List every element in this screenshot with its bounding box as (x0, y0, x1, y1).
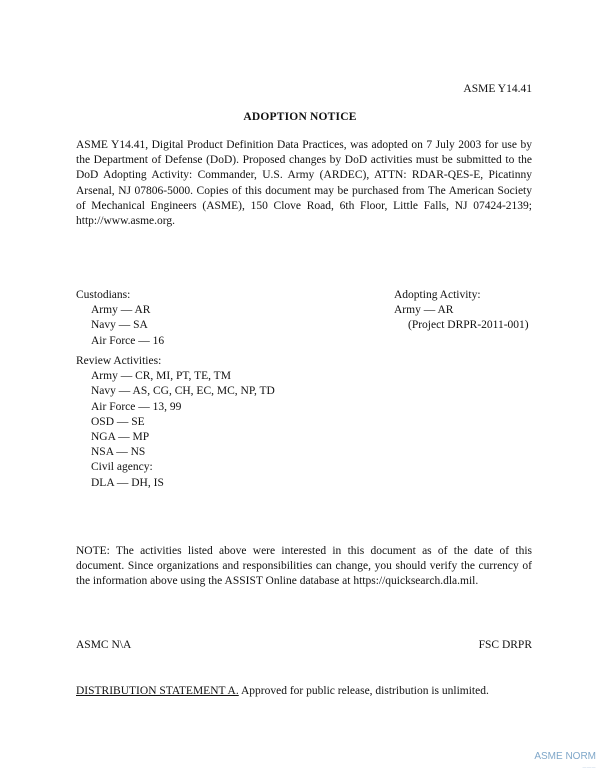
watermark-text: ASME NORM (534, 751, 596, 762)
asmc-code: ASMC N\A (76, 639, 132, 651)
distribution-statement (76, 685, 489, 697)
distribution-label: DISTRIBUTION STATEMENT A. (76, 685, 239, 697)
custodian-item: Navy — SA (91, 319, 148, 332)
review-item: Army — CR, MI, PT, TE, TM (91, 370, 231, 383)
note-paragraph: NOTE: The activities listed above were interested in this document as of the date of this document. Since organizations and responsibilities can change, you should verify the currency of the information above using the ASSIST Online database at https://quicksearch.dla.mil. (76, 545, 532, 588)
distribution-text: Approved for public release, distribution is unlimited. (238, 685, 489, 697)
review-item: Air Force — 13, 99 (91, 400, 182, 413)
custodians-block (76, 288, 164, 349)
adopting-activity-block (394, 288, 529, 334)
review-activities-block (76, 354, 275, 491)
adopting-item: (Project DRPR-2011-001) (408, 319, 529, 332)
adoption-paragraph: ASME Y14.41, Digital Product Definition Data Practices, was adopted on 7 July 2003 for use by the Department of Defense (DoD). Proposed changes by DoD activities must be submitted to the DoD Adopting Activity: Commander, U.S. Army (ARDEC), ATTN: RDAR-QES-E, Picatinny Arsenal, NJ 07806-5000. Copies of this document may be purchased from The American Society of Mechanical Engineers (ASME), 150 Clove Road, 6th Floor, Little Falls, NJ 07424-2139; http://www.asme.org. (76, 139, 532, 228)
civil-agency-item: DLA — DH, IS (91, 476, 164, 489)
review-item: OSD — SE (91, 415, 145, 428)
document-number: ASME Y14.41 (463, 83, 532, 95)
review-item: Navy — AS, CG, CH, EC, MC, NP, TD (91, 385, 275, 398)
watermark-underline: ——— (582, 764, 596, 769)
custodians-heading: Custodians: (76, 289, 131, 301)
review-item: NSA — NS (91, 446, 146, 459)
review-item: NGA — MP (91, 431, 150, 444)
review-item: Civil agency: (91, 461, 153, 474)
fsc-code: FSC DRPR (478, 639, 532, 651)
custodian-item: Air Force — 16 (91, 334, 165, 347)
adopting-heading: Adopting Activity: (394, 289, 481, 301)
watermark-logo (534, 752, 596, 772)
custodian-item: Army — AR (91, 304, 151, 317)
page-title: ADOPTION NOTICE (243, 111, 357, 123)
adopting-item: Army — AR (394, 304, 454, 317)
review-heading: Review Activities: (76, 355, 162, 367)
